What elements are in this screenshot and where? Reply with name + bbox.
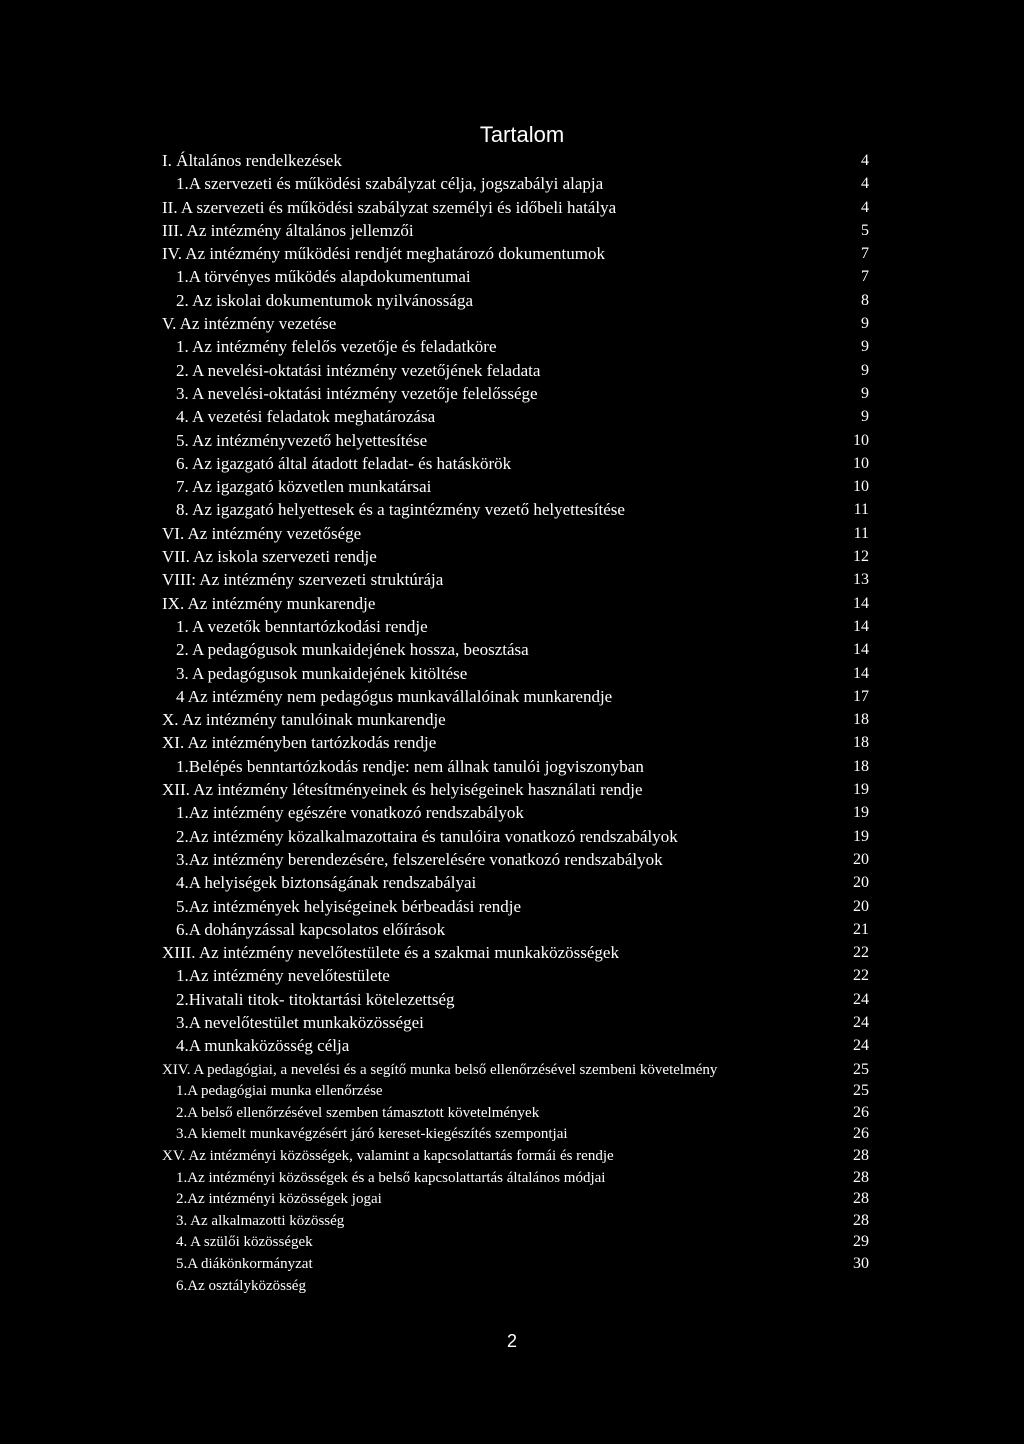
toc-entry-page: 14 xyxy=(853,594,869,612)
toc-entry-title: 4.A helyiségek biztonságának rendszabályai xyxy=(176,873,477,893)
toc-entry xyxy=(0,220,1024,243)
toc-entry xyxy=(0,919,1024,942)
toc-entry xyxy=(0,546,1024,569)
toc-entry-page: 10 xyxy=(853,431,869,449)
toc-entry xyxy=(0,896,1024,919)
toc-entry xyxy=(0,1059,1024,1081)
toc-entry xyxy=(0,150,1024,173)
toc-entry xyxy=(0,197,1024,220)
toc-entry-page: 18 xyxy=(853,757,869,775)
toc-entry-page: 20 xyxy=(853,874,869,892)
toc-entry-title: I. Általános rendelkezések xyxy=(162,151,342,170)
toc-entry-title: 3.Az intézmény berendezésére, felszerelésére vonatkozó rendszabályok xyxy=(176,849,663,869)
toc-entry-title: 6. Az igazgató által átadott feladat- és hatáskörök xyxy=(176,453,512,473)
toc-entry-page: 10 xyxy=(853,454,869,472)
toc-entry-page: 28 xyxy=(853,1211,869,1229)
toc-entry-page: 9 xyxy=(861,408,869,426)
toc-entry xyxy=(0,1123,1024,1145)
toc-entry-page: 14 xyxy=(853,664,869,682)
toc-entry xyxy=(0,1145,1024,1167)
toc-entry-title: XII. Az intézmény létesítményeinek és helyiségeinek használati rendje xyxy=(162,780,643,800)
toc-entry-page: 18 xyxy=(853,711,869,729)
toc-entry xyxy=(0,476,1024,499)
toc-entry-page: 9 xyxy=(861,384,869,402)
toc-entry-page: 26 xyxy=(853,1125,869,1143)
toc-entry-page: 25 xyxy=(853,1082,869,1100)
toc-entry-title: 2.Hivatali titok- titoktartási kötelezettség xyxy=(176,989,455,1009)
toc-entry-page: 9 xyxy=(861,338,869,356)
toc-entry-title: 1.A törvényes működés alapdokumentumai xyxy=(176,267,471,287)
toc-entry-title: 1.Belépés benntartózkodás rendje: nem állnak tanulói jogviszonyban xyxy=(176,756,644,776)
toc-entry-page: 18 xyxy=(853,734,869,752)
toc-entry xyxy=(0,453,1024,476)
toc-entry-title: VIII: Az intézmény szervezeti struktúrája xyxy=(162,570,444,590)
toc-entry-title: XV. Az intézményi közösségek, valamint a kapcsolattartás formái és rendje xyxy=(162,1147,614,1164)
page-number: 2 xyxy=(506,1331,517,1351)
toc-entry xyxy=(0,266,1024,289)
toc-entry-title: 2.Az intézmény közalkalmazottaira és tanulóira vonatkozó rendszabályok xyxy=(176,826,678,846)
toc-entry-page: 30 xyxy=(853,1254,869,1272)
toc-entry-title: 6.Az osztályközösség xyxy=(176,1277,306,1294)
toc-entry-page: 12 xyxy=(853,548,869,566)
toc-entry xyxy=(0,1167,1024,1189)
toc-entry-page: 4 xyxy=(861,198,869,216)
toc-entry xyxy=(0,1188,1024,1210)
toc-entry-title: 1.A szervezeti és működési szabályzat célja, jogszabályi alapja xyxy=(176,174,604,194)
toc-entry-title: 3.A kiemelt munkavégzésért járó kereset-kiegészítés szempontjai xyxy=(176,1126,568,1143)
toc-entry-page: 29 xyxy=(853,1233,869,1251)
toc-entry-page: 14 xyxy=(853,617,869,635)
toc-entry xyxy=(0,499,1024,522)
toc-entry xyxy=(0,430,1024,453)
page-title: Tartalom xyxy=(479,122,565,147)
toc-entry xyxy=(0,406,1024,429)
toc-entry-title: 4. A vezetési feladatok meghatározása xyxy=(176,407,436,427)
toc-entry-title: XI. Az intézményben tartózkodás rendje xyxy=(162,733,437,753)
toc-entry-title: 2. A nevelési-oktatási intézmény vezetőjének feladata xyxy=(176,360,541,380)
toc-entry-page: 4 xyxy=(861,152,869,169)
toc-entry-page: 22 xyxy=(853,967,869,985)
toc-entry-title: 2.A belső ellenőrzésével szemben támasztott követelmények xyxy=(176,1104,540,1121)
toc-entry-title: 1. A vezetők benntartózkodási rendje xyxy=(176,616,428,636)
toc-entry xyxy=(0,173,1024,196)
toc-entry-title: 1.Az intézményi közösségek és a belső kapcsolattartás általános módjai xyxy=(176,1169,606,1186)
toc-entry-title: XIII. Az intézmény nevelőtestülete és a szakmai munkaközösségek xyxy=(162,943,619,963)
toc-entry-page: 9 xyxy=(861,315,869,333)
toc-entry-page: 24 xyxy=(853,1013,869,1031)
toc-entry-page: 21 xyxy=(853,920,869,938)
toc-entry-title: IX. Az intézmény munkarendje xyxy=(162,593,376,613)
toc-entry xyxy=(0,1253,1024,1275)
toc-entry-page: 25 xyxy=(853,1060,869,1078)
toc-entry-page: 28 xyxy=(853,1146,869,1164)
toc-entry-title: 6.A dohányzással kapcsolatos előírások xyxy=(176,919,446,939)
toc-entry-page: 26 xyxy=(853,1103,869,1121)
toc-entry-title: 3. A nevelési-oktatási intézmény vezetője felelőssége xyxy=(176,383,538,403)
toc-entry-page: 7 xyxy=(861,245,869,263)
toc-entry-page: 9 xyxy=(861,361,869,379)
toc-entry-page: 19 xyxy=(853,804,869,822)
toc-entry-title: III. Az intézmény általános jellemzői xyxy=(162,220,414,240)
toc-entry xyxy=(0,663,1024,686)
toc-entry-page: 17 xyxy=(853,687,869,705)
toc-entry-title: 7. Az igazgató közvetlen munkatársai xyxy=(176,477,432,497)
toc-entry-page: 22 xyxy=(853,944,869,962)
toc-entry-page: 14 xyxy=(853,641,869,659)
toc-entry xyxy=(0,360,1024,383)
toc-entry-page: 19 xyxy=(853,827,869,845)
toc-entry-page: 11 xyxy=(853,501,869,519)
table-of-contents xyxy=(0,150,1024,1296)
toc-entry xyxy=(0,872,1024,895)
toc-entry-title: V. Az intézmény vezetése xyxy=(162,314,337,334)
toc-entry xyxy=(0,523,1024,546)
toc-entry xyxy=(0,383,1024,406)
toc-entry-title: 4 Az intézmény nem pedagógus munkavállalóinak munkarendje xyxy=(176,686,613,706)
toc-entry-title: 5.A diákönkormányzat xyxy=(176,1255,313,1272)
toc-entry xyxy=(0,732,1024,755)
toc-entry-page: 8 xyxy=(861,291,869,309)
toc-entry-page: 28 xyxy=(853,1168,869,1186)
toc-entry-page: 4 xyxy=(861,175,869,193)
toc-entry xyxy=(0,313,1024,336)
toc-entry xyxy=(0,616,1024,639)
toc-entry-title: 1.Az intézmény nevelőtestülete xyxy=(176,966,390,986)
toc-entry-title: 2. Az iskolai dokumentumok nyilvánossága xyxy=(176,290,473,310)
toc-entry xyxy=(0,1012,1024,1035)
toc-entry xyxy=(0,1080,1024,1102)
toc-entry-page: 24 xyxy=(853,1037,869,1055)
toc-entry-title: 2. A pedagógusok munkaidejének hossza, beosztása xyxy=(176,640,529,660)
toc-entry-page: 20 xyxy=(853,850,869,868)
toc-entry xyxy=(0,243,1024,266)
toc-entry-title: 4.A munkaközösség célja xyxy=(176,1036,350,1056)
toc-entry xyxy=(0,826,1024,849)
toc-entry xyxy=(0,569,1024,592)
toc-entry-title: 1. Az intézmény felelős vezetője és feladatköre xyxy=(176,337,497,357)
toc-entry-page: 7 xyxy=(861,268,869,286)
toc-entry xyxy=(0,965,1024,988)
toc-entry-page: 5 xyxy=(861,221,869,239)
toc-entry-title: 1.A pedagógiai munka ellenőrzése xyxy=(176,1083,383,1100)
toc-entry xyxy=(0,942,1024,965)
toc-entry-title: 2.Az intézményi közösségek jogai xyxy=(176,1191,382,1208)
toc-entry-title: II. A szervezeti és működési szabályzat személyi és időbeli hatálya xyxy=(162,197,617,217)
toc-entry-page: 24 xyxy=(853,990,869,1008)
toc-entry xyxy=(0,989,1024,1012)
toc-entry xyxy=(0,336,1024,359)
toc-entry xyxy=(0,779,1024,802)
toc-entry-title: 3. Az alkalmazotti közösség xyxy=(176,1212,345,1229)
toc-entry-title: 3.A nevelőtestület munkaközösségei xyxy=(176,1012,424,1032)
toc-entry xyxy=(0,593,1024,616)
toc-entry-title: XIV. A pedagógiai, a nevelési és a segítő munka belső ellenőrzésével szembeni követelmény xyxy=(162,1061,718,1078)
toc-entry-title: IV. Az intézmény működési rendjét meghatározó dokumentumok xyxy=(162,244,605,264)
toc-entry xyxy=(0,1035,1024,1058)
toc-entry-page: 20 xyxy=(853,897,869,915)
toc-entry xyxy=(0,290,1024,313)
toc-entry-title: VII. Az iskola szervezeti rendje xyxy=(162,547,377,567)
toc-entry-title: 5. Az intézményvezető helyettesítése xyxy=(176,430,428,450)
toc-entry-title: VI. Az intézmény vezetősége xyxy=(162,523,362,543)
toc-entry-page: 11 xyxy=(853,524,869,542)
toc-entry xyxy=(0,1210,1024,1232)
toc-entry-title: 3. A pedagógusok munkaidejének kitöltése xyxy=(176,663,468,683)
toc-entry xyxy=(0,756,1024,779)
toc-entry xyxy=(0,1102,1024,1124)
toc-entry xyxy=(0,1231,1024,1253)
toc-entry-title: 4. A szülői közösségek xyxy=(176,1234,313,1251)
toc-entry xyxy=(0,1275,1024,1297)
toc-entry-title: 8. Az igazgató helyettesek és a tagintézmény vezető helyettesítése xyxy=(176,500,625,520)
toc-entry xyxy=(0,639,1024,662)
toc-entry-page: 10 xyxy=(853,478,869,496)
toc-entry-page: 28 xyxy=(853,1190,869,1208)
toc-entry-title: X. Az intézmény tanulóinak munkarendje xyxy=(162,710,446,730)
toc-entry xyxy=(0,686,1024,709)
toc-entry-title: 5.Az intézmények helyiségeinek bérbeadási rendje xyxy=(176,896,522,916)
toc-entry-title: 1.Az intézmény egészére vonatkozó rendszabályok xyxy=(176,803,524,823)
toc-entry xyxy=(0,849,1024,872)
toc-entry xyxy=(0,709,1024,732)
toc-entry-page: 13 xyxy=(853,571,869,589)
toc-entry xyxy=(0,802,1024,825)
toc-entry-page: 19 xyxy=(853,781,869,799)
